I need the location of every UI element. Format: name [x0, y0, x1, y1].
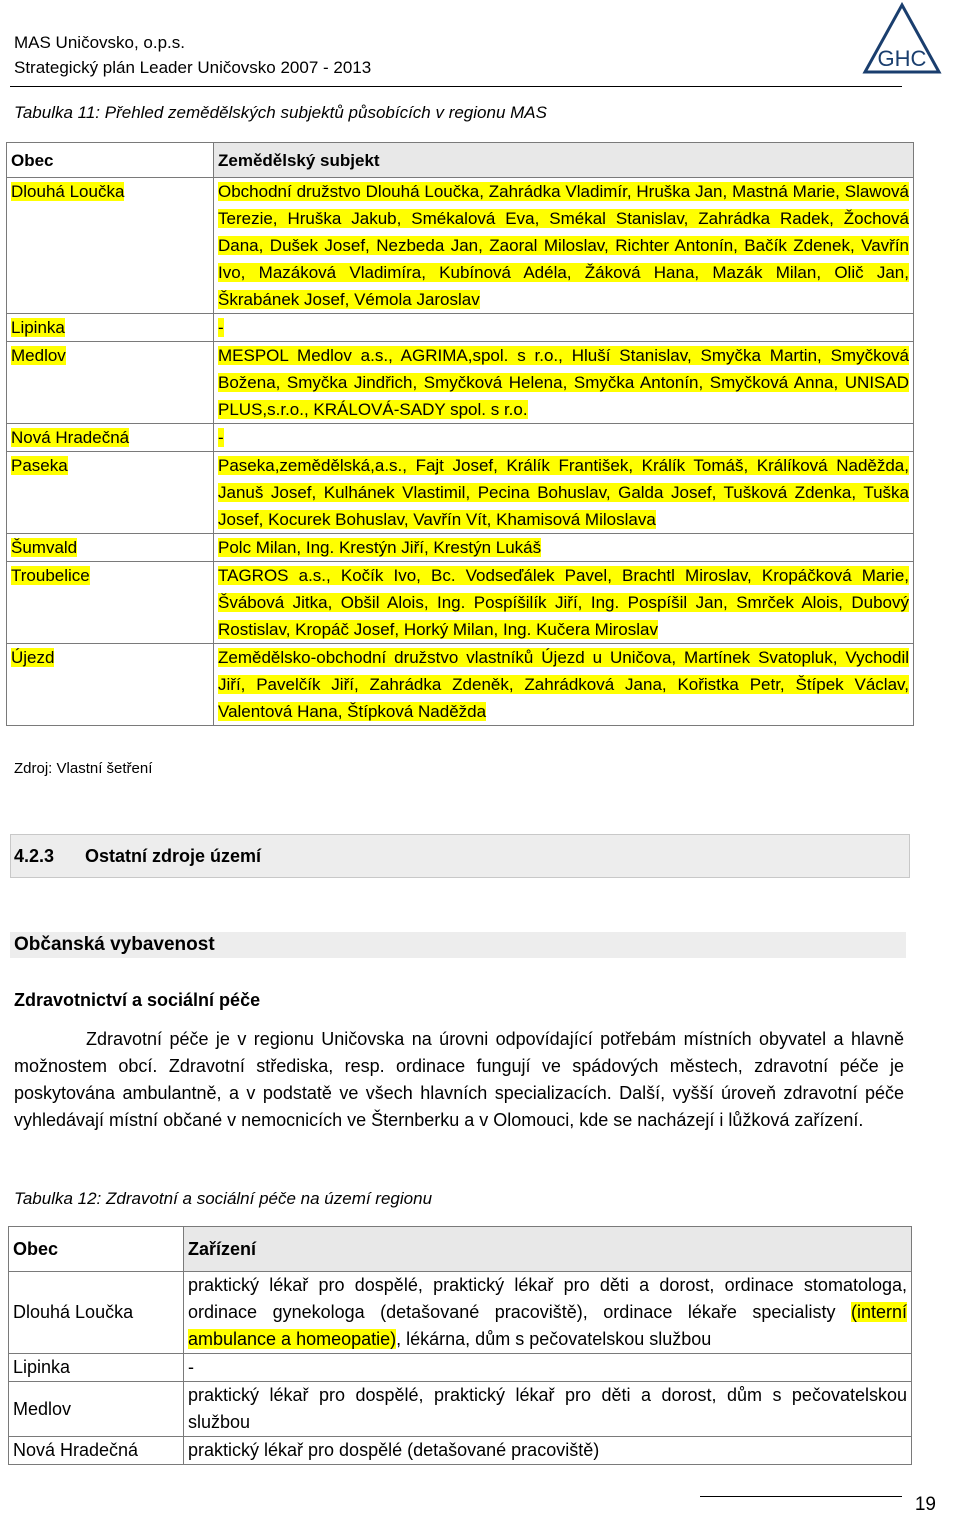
obec-cell: Újezd: [11, 648, 55, 667]
organization-name: MAS Uničovsko, o.p.s.: [14, 33, 186, 52]
body-paragraph: Zdravotní péče je v regionu Uničovska na úrovni odpovídající potřebám místních obyvatel a hlavně možnostem obcí. Zdravotní střediska, resp. ordinace fungují ve spádových městech, zdravotní péče je poskytována ambulantně, a v podstatě ve všech hlavních specializacích. Další, vyšší úroveň zdravotní péče vyhledávají místní občané v nemocnicích ve Šternberku a v Olomouci, kde se nacházejí i lůžková zařízení.: [14, 1029, 904, 1130]
obec-cell: Lipinka: [11, 318, 65, 337]
column-header-obec: Obec: [9, 1227, 184, 1272]
table-row: [7, 314, 914, 342]
table-row: [7, 342, 914, 424]
subject-cell: -: [218, 428, 224, 447]
obec-cell: Nová Hradečná: [11, 428, 130, 447]
subject-cell: TAGROS a.s., Kočík Ivo, Bc. Vodseďálek Pavel, Brachtl Miroslav, Kropáčková Marie, Švábová Jitka, Obšil Alois, Ing. Pospíšilík Jiří, Ing. Pospíšil Jan, Smrček Alois, Dubový Rostislav, Kropáč Josef, Horký Milan, Ing. Kučera Miroslav: [218, 566, 909, 639]
column-header-subject: Zemědělský subjekt: [214, 143, 914, 178]
section-number: 4.2.3: [14, 846, 55, 866]
table-row: [7, 452, 914, 534]
table-row: [7, 562, 914, 644]
column-header-obec: Obec: [7, 143, 214, 178]
subject-cell: -: [218, 318, 224, 337]
obec-cell: Šumvald: [11, 538, 78, 557]
section-title: Ostatní zdroje území: [85, 846, 262, 866]
table-row: [9, 1354, 912, 1382]
highlighted-text: (interní ambulance a homeopatie): [188, 1302, 907, 1349]
subsubsection-title: Zdravotnictví a sociální péče: [14, 990, 261, 1010]
column-header-facility: Zařízení: [184, 1227, 912, 1272]
subsection-title: Občanská vybavenost: [14, 934, 215, 955]
ghc-logo: [862, 2, 942, 78]
facility-cell: praktický lékař pro dospělé, praktický lékař pro děti a dorost, dům s pečovatelskou službou: [184, 1382, 912, 1437]
table-11-caption: Tabulka 11: Přehled zemědělských subjektů působících v regionu MAS: [14, 103, 547, 122]
health-care-table: [8, 1226, 912, 1465]
facility-cell: praktický lékař pro dospělé (detašované pracoviště): [184, 1437, 912, 1465]
footer-divider: [700, 1496, 902, 1497]
table-header-row: [7, 143, 914, 178]
table-12-caption: Tabulka 12: Zdravotní a sociální péče na území regionu: [14, 1189, 433, 1208]
facility-cell: praktický lékař pro dospělé, praktický lékař pro děti a dorost, ordinace stomatologa, ordinace gynekologa (detašované pracoviště), ordinace lékaře specialisty (interní ambulance a homeopatie), lékárna, dům s pečovatelskou službou: [184, 1272, 912, 1354]
table-row: [9, 1382, 912, 1437]
table-source-note: Zdroj: Vlastní šetření: [14, 760, 153, 777]
page-number: 19: [914, 1494, 936, 1515]
obec-cell: Nová Hradečná: [9, 1437, 184, 1465]
table-row: [7, 644, 914, 726]
logo-text: GHC: [877, 46, 927, 71]
subject-cell: Obchodní družstvo Dlouhá Loučka, Zahrádka Vladimír, Hruška Jan, Mastná Marie, Slawová Terezie, Hruška Jakub, Smékalová Eva, Smékal Stanislav, Zahrádka Radek, Žochová Dana, Dušek Josef, Nezbeda Jan, Zaoral Miloslav, Richter Antonín, Bačík Zdenek, Vavřín Ivo, Mazáková Vladimíra, Kubínová Adéla, Žáková Hana, Mazák Milan, Olič Jan, Škrabánek Josef, Vémola Jaroslav: [218, 182, 909, 309]
obec-cell: Lipinka: [9, 1354, 184, 1382]
agricultural-subjects-table: [6, 142, 914, 726]
subject-cell: Polc Milan, Ing. Krestýn Jiří, Krestýn Lukáš: [218, 538, 542, 557]
header-divider: [10, 86, 902, 87]
table-header-row: [9, 1227, 912, 1272]
document-header: [14, 30, 371, 80]
table-row: [7, 424, 914, 452]
obec-cell: Troubelice: [11, 566, 90, 585]
obec-cell: Paseka: [11, 456, 68, 475]
obec-cell: Medlov: [11, 346, 66, 365]
table-row: [9, 1437, 912, 1465]
table-row: [9, 1272, 912, 1354]
obec-cell: Dlouhá Loučka: [9, 1272, 184, 1354]
subject-cell: MESPOL Medlov a.s., AGRIMA,spol. s r.o., Hluší Stanislav, Smyčka Martin, Smyčková Božena, Smyčka Jindřich, Smyčková Helena, Smyčka Antonín, Smyčková Anna, UNISAD PLUS,s.r.o., KRÁLOVÁ-SADY spol. s r.o.: [218, 346, 909, 419]
subject-cell: Zemědělsko-obchodní družstvo vlastníků Újezd u Uničova, Martínek Svatopluk, Vychodil Jiří, Pavelčík Jiří, Zahrádka Zdeněk, Zahrádková Jana, Kořistka Petr, Štípek Václav, Valentová Hana, Štípková Naděžda: [218, 648, 909, 721]
obec-cell: Medlov: [9, 1382, 184, 1437]
table-row: [7, 534, 914, 562]
subject-cell: Paseka,zemědělská,a.s., Fajt Josef, Králík František, Králík Tomáš, Králíková Naděžda, Januš Josef, Kulhánek Vlastimil, Pecina Bohuslav, Galda Josef, Tušková Zdenka, Tuška Josef, Kocurek Bohuslav, Vavřín Vít, Khamisová Miloslava: [218, 456, 909, 529]
plan-title: Strategický plán Leader Uničovsko 2007 - 2013: [14, 58, 372, 77]
table-row: [7, 178, 914, 314]
obec-cell: Dlouhá Loučka: [11, 182, 125, 201]
facility-cell: -: [184, 1354, 912, 1382]
